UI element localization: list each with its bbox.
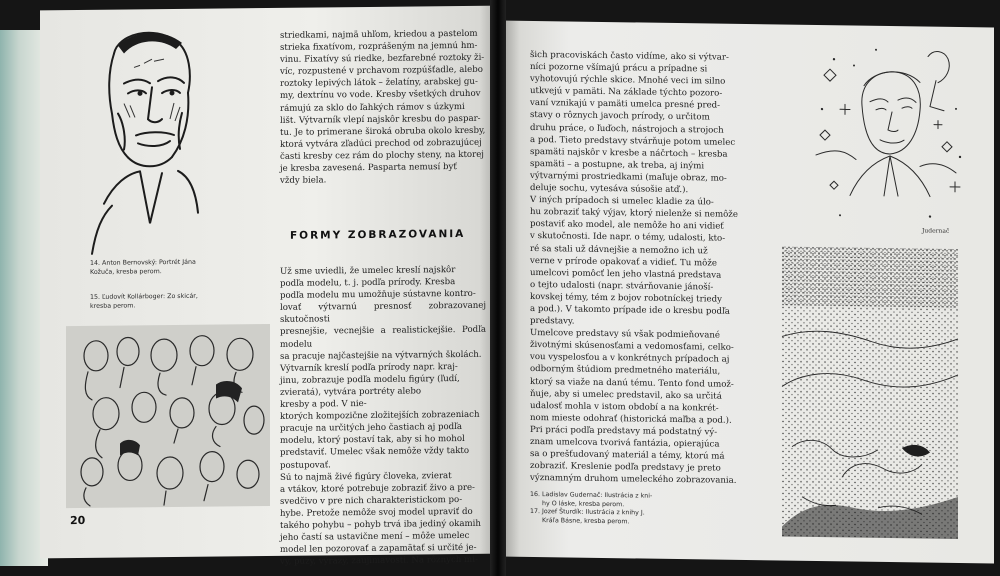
- left-top-text: [280, 28, 486, 187]
- left-top-line-1: strieka fixatívom, rozprášeným na jemnú hm-: [280, 40, 478, 53]
- left-body-line-19: takého pohybu – pohyb trvá iba jediný okamih: [280, 518, 481, 531]
- left-body-line-6: Výtvarník kreslí podľa prírody napr. kraj-: [280, 361, 458, 374]
- right-line-5: stavy o rôznych javoch prírody, o určitom: [530, 110, 710, 123]
- right-line-31: Pri práci podľa predstavy má podstatný vý-: [530, 424, 718, 438]
- left-body-line-9: kresby a pod. V nie-: [280, 399, 367, 410]
- left-body-line-18: hybe. Pretože nemôže svoj model upraviť do: [280, 506, 473, 519]
- right-line-13: hu zobraziť taký výjav, ktorý nielenže si nemôže: [530, 207, 738, 221]
- caption-17-a: 17. Jozef Šturdík: Ilustrácia z knihy J.: [530, 507, 645, 517]
- left-top-line-5: my, dextrínu vo vode. Kresby všetkých druhov: [280, 89, 481, 102]
- right-line-0: šich pracoviskách často vidíme, ako si výtvar-: [530, 49, 729, 63]
- left-body-line-10: ktorých kompozične zložitejších zobrazeniach: [280, 409, 480, 423]
- right-line-30: nom mieste odohrať (historická maľba a pod.).: [530, 412, 732, 426]
- left-body-line-12: modelu, ktorý postaví tak, aby si ho mohol: [280, 434, 465, 447]
- left-body-text: [280, 264, 486, 569]
- right-line-28: ňuje, aby si umelec predstavil, ako sa určitá: [530, 388, 722, 402]
- caption-15: 15. Ľudovít Kollárboger: Zo skicár, kresba perom.: [90, 292, 198, 310]
- left-body-line-5: sa pracuje najčastejšie na výtvarných školách.: [280, 349, 482, 362]
- left-body-line-1: podľa modelu, t. j. podľa prírody. Kresba: [280, 277, 456, 289]
- left-top-line-10: časti kresby cez rám do plochy steny, na ktorej: [280, 149, 484, 162]
- section-heading: FORMY ZOBRAZOVANIA: [290, 227, 466, 242]
- left-top-line-9: ktorá vytvára zľadúci prechod od zobrazujúcej: [280, 137, 482, 150]
- left-body-line-17: svedčivo v pre nich charakteristickom po-: [280, 494, 463, 507]
- right-line-6: druhu práce, o ľuďoch, nástrojoch a strojoch: [530, 122, 724, 136]
- caption-16-b: hy O láske, kresba perom.: [542, 499, 625, 508]
- right-line-11: deluje sochu, vytesáva súsošie atď.).: [530, 183, 689, 196]
- right-line-26: odborným štúdiom predmetného materiálu,: [530, 364, 721, 378]
- left-top-line-8: tu. Je to primerane široká obruba okolo kresby,: [280, 125, 486, 138]
- left-body-line-16: a vtákov, ktoré potrebuje zobraziť živo a pre-: [280, 482, 475, 495]
- right-line-4: vaní vznikajú v pamäti umelca presné pred-: [530, 98, 721, 111]
- right-line-33: sa o prešťudovaný materiál a témy, ktorú má: [530, 449, 725, 462]
- left-top-line-2: vinu. Fixatívy sú riedke, bezfarebné roztoky ži-: [280, 52, 485, 66]
- left-body-line-2: podľa modelu mu umožňuje sústavne kontro-: [280, 289, 476, 302]
- left-top-line-11: je kresba zavesená. Pasparta nemusí byť: [280, 162, 457, 174]
- caption-14: 14. Anton Bernovský: Portrét Jána Kožuča, kresba perom.: [90, 258, 196, 276]
- right-line-8: spamäti najskôr v kresbe a náčrtoch – kresba: [530, 146, 728, 160]
- left-body-line-11: pracuje na určitých jeho častiach aj podľa: [280, 422, 463, 435]
- right-line-19: o tejto udalosti (napr. stvárňovanie jánoší-: [530, 279, 714, 293]
- caption-16-a: 16. Ladislav Gudernač: Ilustrácia z kni-: [530, 490, 653, 500]
- left-body-line-4: presnejšie, vecnejšie a realistickejšie. Podľa modelu: [280, 325, 486, 350]
- left-body-line-7: jinu, zobrazuje podľa modelu figúry (ľudí,: [280, 373, 460, 386]
- right-line-9: spamäti – a postupne, ak treba, aj inými: [530, 158, 705, 172]
- right-page: [500, 21, 994, 564]
- page-number: 20: [70, 513, 86, 528]
- left-page: [40, 6, 498, 568]
- left-top-line-3: víc, rozpustené v prchavom rozpúšťadle, alebo: [280, 65, 483, 78]
- right-line-1: níci pozorne všímajú prácu a prípadne si: [530, 62, 708, 75]
- left-body-line-20: jeho častí sa ustavične mení – môže umelec: [280, 530, 470, 543]
- right-line-22: predstavy.: [530, 316, 575, 327]
- starry-portrait-sketch-icon: [810, 35, 970, 237]
- right-line-32: znam umelcova tvorivá fantázia, opierajúca: [530, 436, 720, 450]
- left-body-line-21: model len pozorovať a zapamätať si určité je-: [280, 542, 477, 556]
- right-line-16: ré sa stali už dávnejšie a nemožno ich už: [530, 243, 708, 256]
- right-line-12: V iných prípadoch si umelec kladie za úlo-: [530, 195, 714, 208]
- right-line-27: ktorý sa viaže na danú tému. Tento fond umož-: [530, 376, 734, 390]
- right-line-20: kovskej témy, tém z bojov robotníckej triedy: [530, 291, 722, 305]
- left-top-line-4: roztoky lepivých látok – želatíny, arabskej gu-: [280, 77, 478, 90]
- right-line-25: vou vyspelosťou a v konkrétnych prípadoch aj: [530, 352, 730, 366]
- right-line-15: v skutočnosti. Ide napr. o témy, udalosti, kto-: [530, 231, 726, 245]
- right-line-18: umelcovi pomôcť len jeho vlastná predstava: [530, 267, 722, 281]
- right-body-text: [530, 49, 742, 487]
- right-line-10: výtvarnými prostriedkami (maľuje obraz, mo-: [530, 170, 727, 184]
- landscape-stipple-sketch-icon: [782, 246, 958, 538]
- right-line-23: Umelcove predstavy sú však podmieňované: [530, 328, 720, 341]
- right-line-3: utkvejú v pamäti. Na základe týchto pozoro-: [530, 86, 723, 99]
- right-line-24: životnými skúsenosťami a vedomosťami, celko-: [530, 340, 734, 354]
- right-line-17: verne v prírode opakovať a vidieť. Tu môže: [530, 255, 717, 269]
- left-top-line-0: striedkami, najmä uhľom, kriedou a pastelom: [280, 28, 478, 41]
- left-body-line-14: postupovať.: [280, 459, 331, 471]
- left-body-line-8: zvieratá), vytvára portréty alebo: [280, 386, 422, 398]
- left-body-line-3: lovať výtvarnú presnosť zobrazovanej skutočnosti: [280, 301, 486, 326]
- caption-17-b: Kráľa Básne, kresba perom.: [542, 516, 630, 525]
- left-top-line-7: lišt. Výtvarník vlepí najskôr kresbu do paspar-: [280, 113, 481, 126]
- right-line-2: vyhotovujú rýchle skice. Mnohé veci im silno: [530, 74, 726, 87]
- book-gutter: [490, 0, 506, 576]
- illustration-signature: Judernač: [922, 227, 950, 235]
- crowd-faces-sketch-icon: [66, 324, 270, 508]
- left-body-line-15: Sú to najmä živé figúry človeka, zvierat: [280, 470, 452, 483]
- left-top-line-6: rámujú za sklo do ľahkých rámov s úzkymi: [280, 101, 465, 114]
- right-line-21: a pod.). V takomto prípade ide o kresbu podľa: [530, 303, 730, 317]
- right-line-34: zobraziť. Kreslenie podľa predstavy je preto: [530, 461, 721, 474]
- portrait-sketch-icon: [84, 23, 202, 256]
- left-body-line-22: vy, púzy, výrazy, zaujímavosti. Na rôznych mi-: [280, 555, 478, 568]
- right-line-14: postaviť ako model, ale nemôže ho ani vidieť: [530, 219, 724, 232]
- left-body-line-13: predstaviť. Umelec však nemôže vždy takto: [280, 446, 470, 459]
- left-top-line-12: vždy biela.: [280, 175, 327, 187]
- right-line-29: udalosť mohla v istom období a na konkrét-: [530, 400, 719, 414]
- left-body-line-0: Už sme uviedli, že umelec kreslí najskôr: [280, 265, 456, 277]
- right-line-7: a pod. Tieto predstavy stvárňuje potom umelec: [530, 134, 736, 148]
- right-captions: [530, 491, 740, 528]
- right-line-35: významným druhom umeleckého zobrazovania.: [530, 473, 737, 487]
